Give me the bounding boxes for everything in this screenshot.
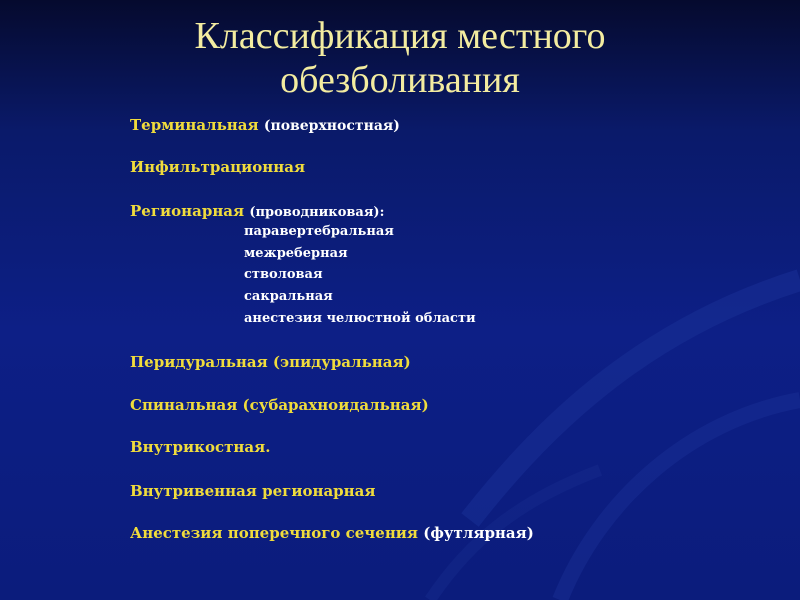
item-peridural: Перидуральная (эпидуральная) [130, 353, 411, 371]
regional-subitem: сакральная [244, 289, 333, 304]
slide-title [0, 14, 800, 102]
slide-title-line-2: обезболивания [280, 59, 520, 101]
item-cross-section [130, 524, 534, 542]
item-iv-regional: Внутривенная регионарная [130, 482, 376, 500]
item-spinal: Спинальная (субарахноидальная) [130, 396, 429, 414]
item-cross-section-name: Анестезия поперечного сечения [130, 524, 419, 542]
item-regional-note: (проводниковая): [249, 205, 385, 220]
item-infiltration [130, 158, 305, 176]
slide-title-line-1: Классификация местного [194, 15, 606, 57]
regional-subitem: межреберная [244, 246, 348, 261]
regional-subitem: паравертебральная [244, 224, 394, 239]
item-terminal-name: Терминальная [130, 116, 259, 134]
regional-subitem: анестезия челюстной области [244, 311, 476, 326]
item-terminal-note: (поверхностная) [263, 118, 400, 134]
regional-subitem: стволовая [244, 267, 323, 282]
item-regional [130, 202, 384, 222]
item-regional-name: Регионарная [130, 202, 245, 220]
item-terminal [130, 116, 400, 135]
item-infiltration-name: Инфильтрационная [130, 158, 306, 176]
item-cross-section-note: (футлярная) [423, 524, 534, 542]
item-intraosseous: Внутрикостная. [130, 438, 271, 456]
